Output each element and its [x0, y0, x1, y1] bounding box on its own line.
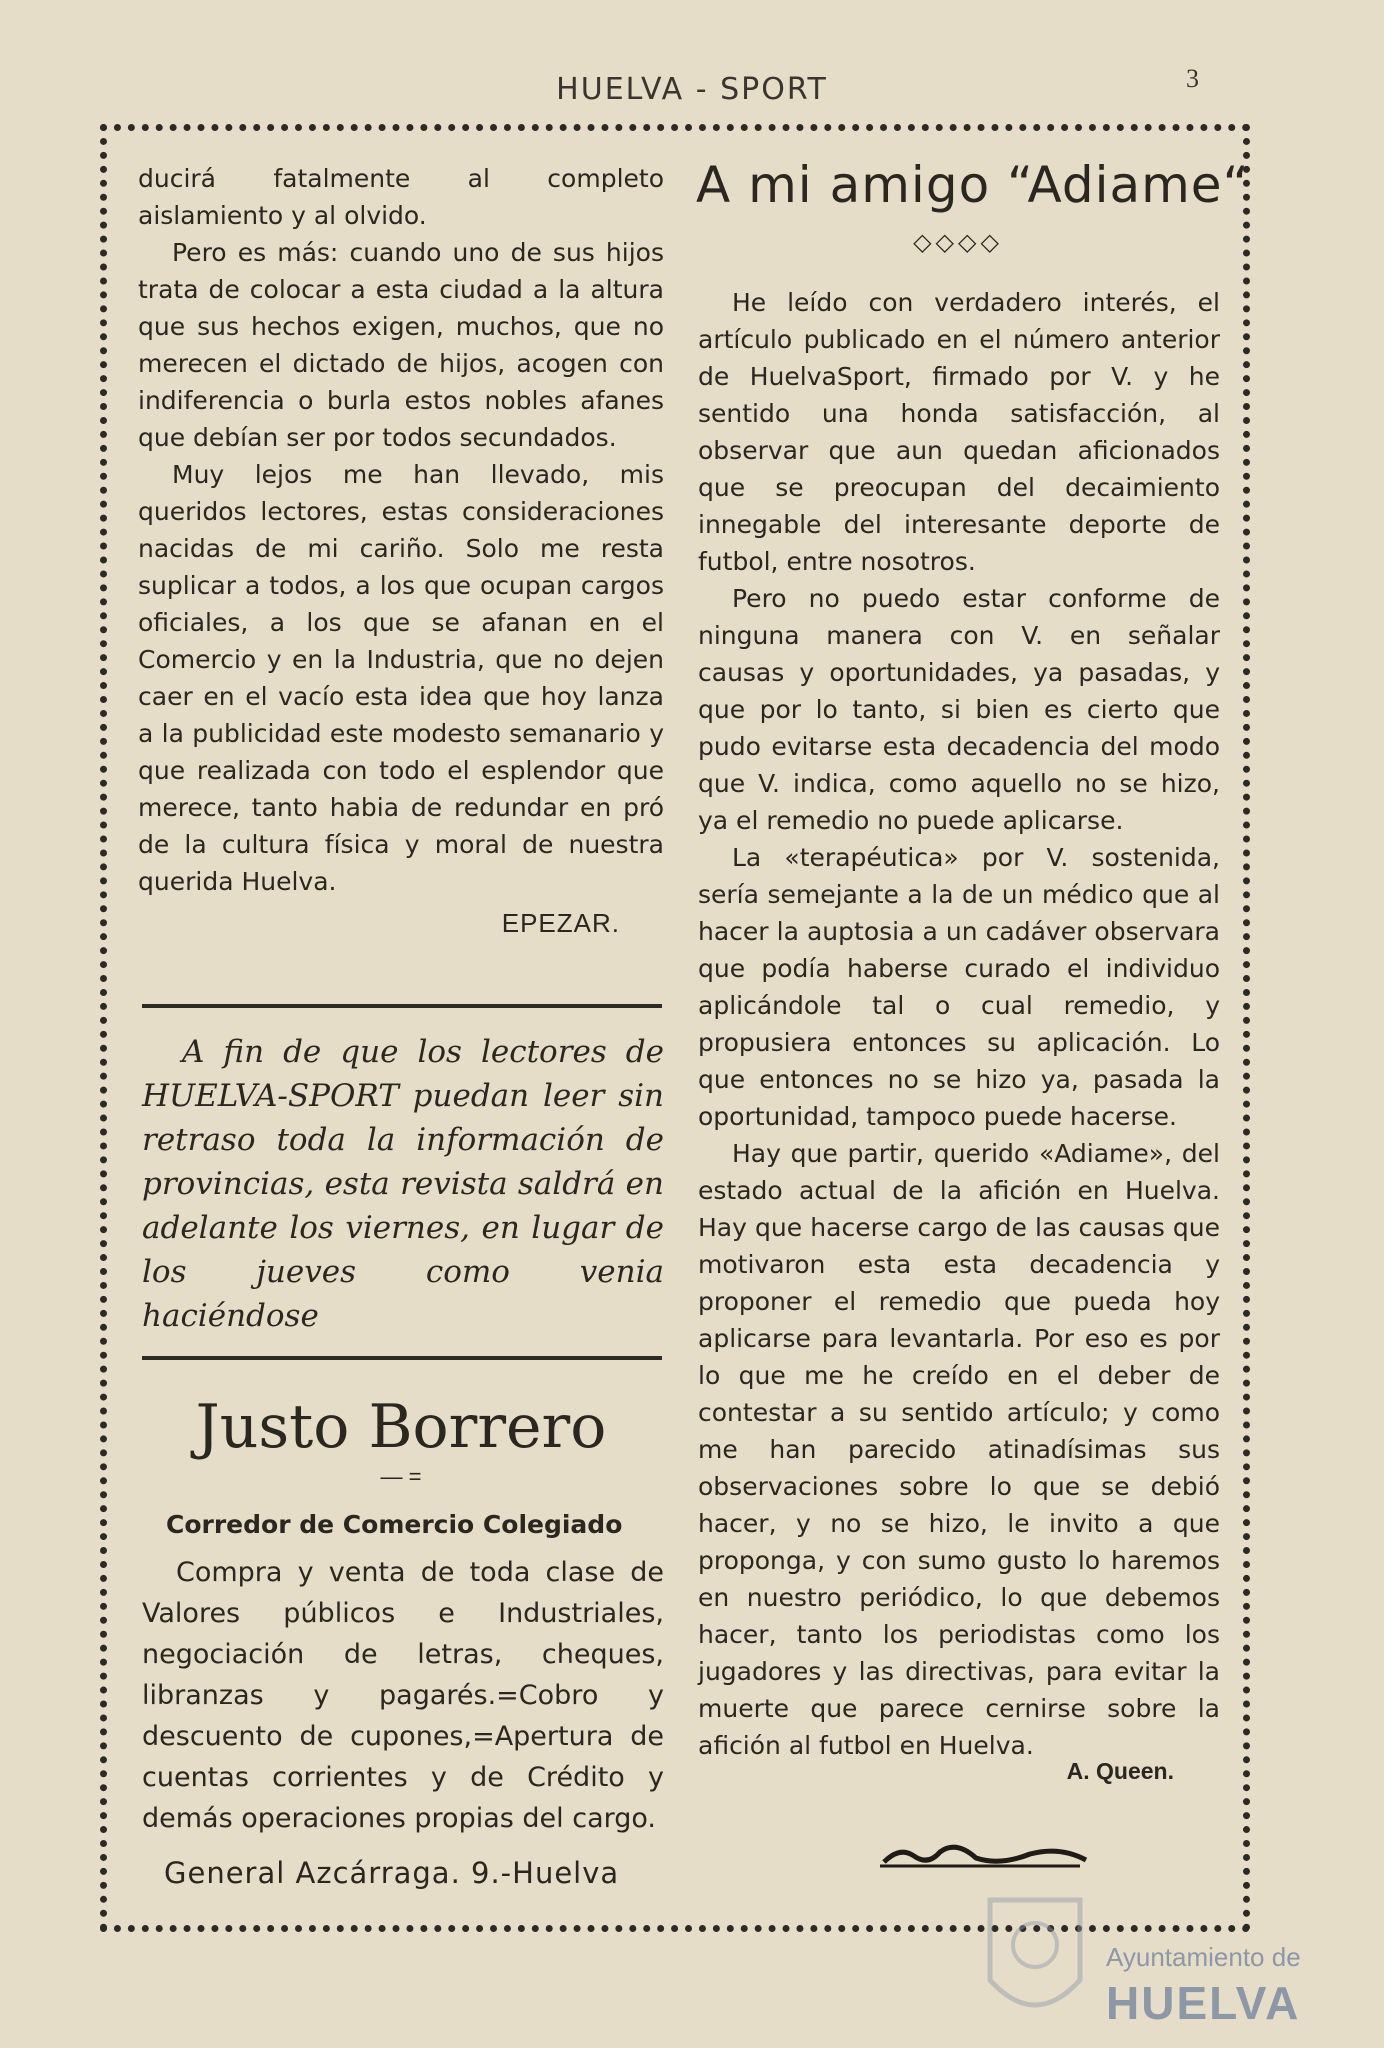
ad-address: General Azcárraga. 9.-Huelva — [164, 1856, 620, 1890]
ad-body: Compra y venta de toda clase de Valores públicos e Industriales, negociación de letras, cheques, libranzas y pagarés.=Cobro y descuento de cupones,=Apertura de cuentas corrientes y de Crédito y demás operaciones propias del cargo. — [142, 1557, 664, 1834]
left-signature: EPEZAR. — [501, 908, 620, 938]
left-paragraph-3: Muy lejos me han llevado, mis queridos lectores, estas consideraciones nacidas de mi cariño. Solo me resta suplicar a todos, a los que ocupan cargos oficiales, a los que se afanan en el Comercio y en la Industria, que no dejen caer en el vacío esta idea que hoy lanza a la publicidad este modesto semanario y que realizada con todo el esplendor que merece, tanto habia de redundar en pró de la cultura física y moral de nuestra querida Huelva. — [138, 460, 664, 896]
article-signature: A. Queen. — [1066, 1758, 1174, 1784]
article-paragraph-3: La «terapéutica» por V. sostenida, sería semejante a la de un médico que al hacer la auptosia a un cadáver observara que podía haberse curado el individuo aplicándole tal o cual remedio, y propusiera entonces su aplicación. Lo que entonces no se hizo ya, pasada la oportunidad, tampoco puede hacerse. — [698, 843, 1220, 1131]
ink-flourish-icon — [880, 1836, 1090, 1870]
watermark-line-1: Ayuntamiento de — [1106, 1942, 1301, 1972]
page-number: 3 — [1186, 64, 1199, 93]
watermark-line-2: HUELVA — [1106, 1977, 1301, 2029]
divider-rule-2 — [142, 1356, 662, 1360]
running-head: HUELVA - SPORT — [556, 72, 828, 107]
left-paragraph-1: ducirá fatalmente al completo aislamiento y al olvido. — [138, 164, 664, 230]
article-title: A mi amigo “Adiame“ — [696, 156, 1250, 214]
article-paragraph-4: Hay que partir, querido «Adiame», del estado actual de la afición en Huelva. Hay que hacerse cargo de las causas que motivaron esta esta decadencia y proponer el remedio que pueda hoy aplicarse para levantarla. Por eso es por lo que me he creído en el deber de contestar a su sentido artículo; y como me han parecido atinadísimas sus observaciones sobre lo que se debió hacer, y no se hizo, le invito a que proponga, y con sumo gusto lo haremos en nuestro periódico, lo que debemos hacer, tanto los periodistas como los jugadores y las directivas, para evitar la muerte que parece cernirse sobre la afición al futbol en Huelva. — [698, 1139, 1220, 1760]
article-ornament: ◇◇◇◇ — [913, 229, 1003, 256]
ad-subtitle: Corredor de Comercio Colegiado — [166, 1510, 623, 1539]
left-column — [138, 160, 664, 939]
article-paragraph-2: Pero no puedo estar conforme de ninguna manera con V. en señalar causas y oportunidades, ya pasadas, y que por lo tanto, si bien es cierto que pudo evitarse esta decadencia del modo que V. indica, como aquello no se hizo, ya el remedio no puede aplicarse. — [698, 584, 1220, 835]
left-paragraph-2: Pero es más: cuando uno de sus hijos trata de colocar a esta ciudad a la altura que sus hechos exigen, muchos, que no merecen el dictado de hijos, acogen con indiferencia o burla estos nobles afanes que debían ser por todos secundados. — [138, 238, 664, 452]
article-body — [698, 284, 1220, 1764]
ad-ornament: — = — [380, 1464, 422, 1489]
divider-rule-1 — [142, 1004, 662, 1008]
article-paragraph-1: He leído con verdadero interés, el artículo publicado en el número anterior de HuelvaSport, firmado por V. y he sentido una honda satisfacción, al observar que aun quedan aficionados que se preocupan del decaimiento innegable del interesante deporte de futbol, entre nosotros. — [698, 288, 1220, 576]
ad-title: Justo Borrero — [195, 1392, 607, 1462]
notice-text: A fin de que los lectores de HUELVA-SPORT puedan leer sin retraso toda la información de provincias, esta revista saldrá en adelante los viernes, en lugar de los jueves como venia haciéndose — [142, 1034, 664, 1334]
